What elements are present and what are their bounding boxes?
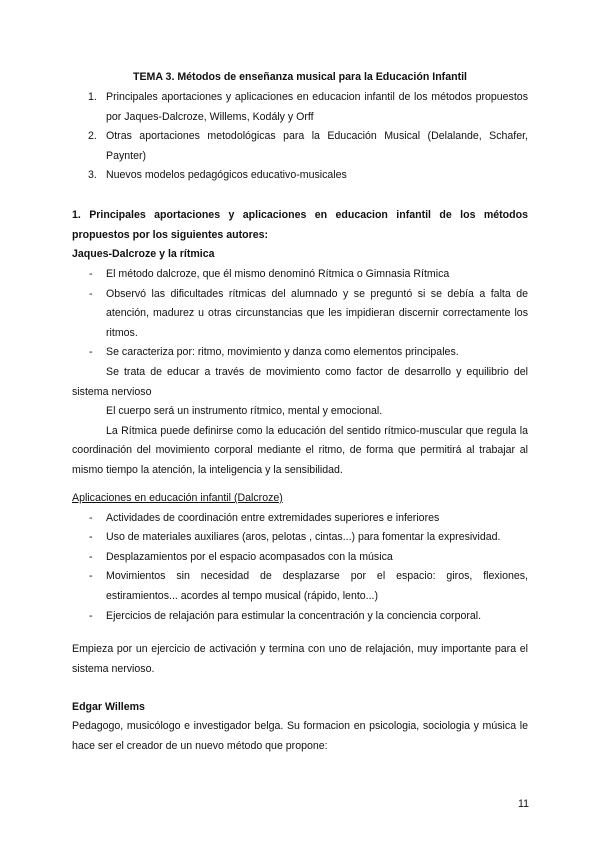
outline-number: 1. — [88, 91, 97, 103]
outline-number: 2. — [88, 130, 97, 143]
applications-section — [72, 489, 528, 626]
list-item-text: El método dalcroze, que él mismo denominó Rítmica o Gimnasia Rítmica — [106, 268, 450, 280]
list-item: - Se caracteriza por: ritmo, movimiento y danza como elementos principales. — [89, 346, 459, 359]
list-item: - Movimientos sin necesidad de desplazarse por el espacio: giros, flexiones, estiramientos... acordes al tempo musical (rápido, lento...) — [89, 570, 528, 602]
dalcroze-characteristics — [72, 265, 528, 481]
paragraph: La Rítmica puede definirse como la educación del sentido rítmico-muscular que regula la coordinación del movimiento corporal mediante el ritmo, de forma que permitirá al trabajar al mismo tiempo la atención, la inteligencia y la sensibilidad. — [72, 424, 528, 476]
list-item-text: Ejercicios de relajación para estimular la concentración y la conciencia corporal. — [106, 609, 482, 622]
list-item-text: Actividades de coordinación entre extremidades superiores e inferiores — [106, 511, 440, 524]
page-number: 11 — [518, 798, 529, 810]
subsection-heading: Edgar Willems — [72, 701, 145, 713]
outline-text: Nuevos modelos pedagógicos educativo-musicales — [106, 169, 347, 182]
applications-heading: Aplicaciones en educación infantil (Dalcroze) — [72, 492, 283, 504]
list-item: - Actividades de coordinación entre extremidades superiores e inferiores — [89, 511, 440, 524]
outline-item — [72, 127, 528, 166]
topic-outline — [72, 88, 528, 186]
page-title: TEMA 3. Métodos de enseñanza musical para la Educación Infantil — [133, 71, 467, 83]
list-item: - Observó las dificultades rítmicas del alumnado y se preguntó si se debía a falta de atención, madurez u otras circunstancias que les impidieran discernir correctamente los ritmos. — [89, 287, 528, 339]
list-item: - Desplazamientos por el espacio acompasados con la música — [89, 550, 393, 563]
list-item-text: Uso de materiales auxiliares (aros, pelotas , cintas...) para fomentar la expresividad. — [106, 531, 501, 544]
list-item-text: Observó las dificultades rítmicas del alumnado y se preguntó si se debía a falta de atención, madurez u otras circunstancias que les impidieran discernir correctamente los ritmos. — [106, 287, 528, 339]
section-heading: 1. Principales aportaciones y aplicaciones en educacion infantil de los métodos propuestos por los siguientes autores: — [72, 209, 528, 241]
list-item: - El método dalcroze, que él mismo denominó Rítmica o Gimnasia Rítmica — [89, 268, 450, 280]
paragraph: Se trata de educar a través de movimiento como factor de desarrollo y equilibrio del sistema nervioso — [72, 365, 528, 398]
outline-number: 3. — [88, 169, 97, 182]
paragraph: El cuerpo será un instrumento rítmico, mental y emocional. — [106, 405, 383, 418]
list-item: - Uso de materiales auxiliares (aros, pelotas , cintas...) para fomentar la expresividad. — [89, 531, 501, 544]
list-item: - Ejercicios de relajación para estimular la concentración y la conciencia corporal. — [89, 609, 482, 622]
outline-item — [72, 88, 528, 127]
outline-text: Otras aportaciones metodológicas para la Educación Musical (Delalande, Schafer, Paynter) — [106, 130, 528, 162]
paragraph: Empieza por un ejercicio de activación y termina con uno de relajación, muy importante para el sistema nervioso. — [72, 643, 528, 675]
outline-item — [72, 166, 528, 186]
list-item-text: Se caracteriza por: ritmo, movimiento y danza como elementos principales. — [106, 346, 459, 359]
list-item-text: Movimientos sin necesidad de desplazarse por el espacio: giros, flexiones, estiramientos... acordes al tempo musical (rápido, lento...) — [106, 570, 528, 602]
outline-text: Principales aportaciones y aplicaciones en educacion infantil de los métodos propuestos por Jaques-Dalcroze, Willems, Kodály y Orff — [106, 91, 528, 123]
list-item-text: Desplazamientos por el espacio acompasados con la música — [106, 550, 393, 563]
paragraph: Pedagogo, musicólogo e investigador belga. Su formacion en psicologia, sociologia y música le hace ser el creador de un nuevo método que propone: — [72, 720, 528, 752]
subsection-heading: Jaques-Dalcroze y la rítmica — [72, 248, 215, 260]
